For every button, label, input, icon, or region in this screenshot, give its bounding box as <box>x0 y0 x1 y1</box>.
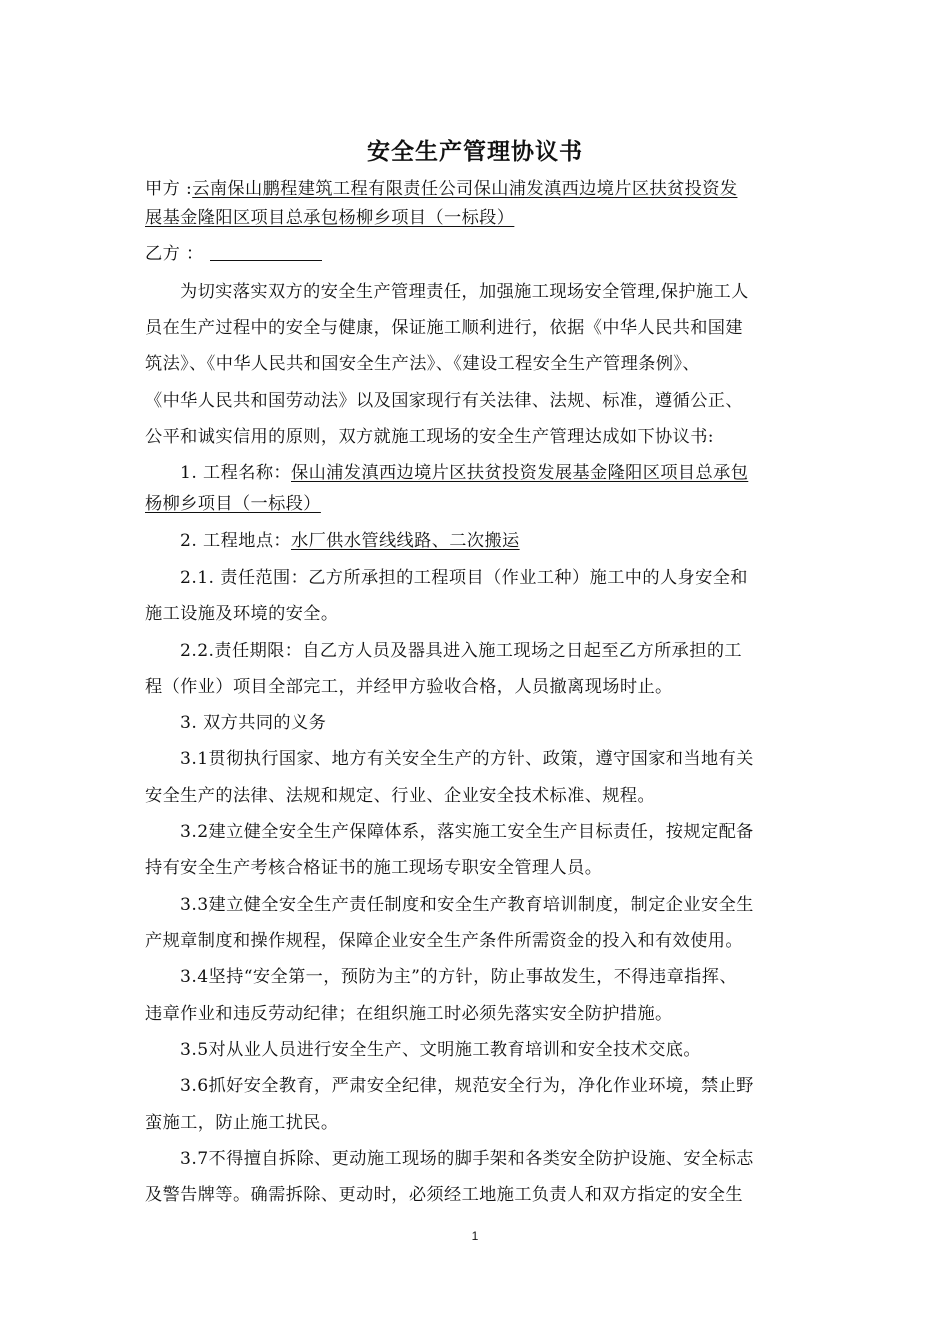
item1-label: 1. 工程名称： <box>180 463 291 483</box>
party-a-line1 <box>145 176 810 202</box>
p3-heading: 3. 双方共同的义务 <box>180 713 327 733</box>
intro-line: 筑法》、《中华人民共和国安全生产法》、《建设工程安全生产管理条例》、 <box>145 354 700 374</box>
item1-value: 保山浦发滇西边境片区扶贫投资发展基金隆阳区项目总承包 <box>291 463 749 483</box>
p31-line: 3.1贯彻执行国家、地方有关安全生产的方针、政策，遵守国家和当地有关 <box>180 749 754 769</box>
party-a-line2 <box>145 205 810 231</box>
p37-line: 及警告牌等。确需拆除、更动时，必须经工地施工负责人和双方指定的安全生 <box>145 1185 743 1205</box>
p22-line: 程（作业）项目全部完工，并经甲方验收合格，人员撤离现场时止。 <box>145 677 673 697</box>
p37-line: 3.7不得擅自拆除、更动施工现场的脚手架和各类安全防护设施、安全标志 <box>180 1149 754 1169</box>
item1-value-cont: 杨柳乡项目（一标段） <box>145 494 321 514</box>
p34-line: 3.4坚持“安全第一，预防为主”的方针，防止事故发生，不得违章指挥、 <box>180 967 737 987</box>
p32-line: 3.2建立健全安全生产保障体系，落实施工安全生产目标责任，按规定配备 <box>180 822 754 842</box>
item2-line <box>180 528 810 554</box>
party-b-line <box>145 241 810 267</box>
party-b-blank <box>210 242 322 261</box>
party-a-label: 甲方 : <box>145 179 193 199</box>
party-b-label: 乙方 ： <box>145 244 204 264</box>
p36-line: 蛮施工，防止施工扰民。 <box>145 1113 339 1133</box>
party-a-name-cont: 展基金隆阳区项目总承包杨柳乡项目（一标段） <box>145 208 515 228</box>
item1-line2 <box>145 491 810 517</box>
p22-line: 2.2.责任期限：自乙方人员及器具进入施工现场之日起至乙方所承担的工 <box>180 641 743 661</box>
page-number: 1 <box>471 1229 479 1243</box>
p33-line: 3.3建立健全安全生产责任制度和安全生产教育培训制度，制定企业安全生 <box>180 895 754 915</box>
p35-line: 3.5对从业人员进行安全生产、文明施工教育培训和安全技术交底。 <box>180 1040 701 1060</box>
intro-line: 《中华人民共和国劳动法》以及国家现行有关法律、法规、标准，遵循公正、 <box>145 391 743 411</box>
item2-label: 2. 工程地点： <box>180 531 291 551</box>
document-title: 安全生产管理协议书 <box>367 139 583 165</box>
item2-value: 水厂供水管线线路、二次搬运 <box>291 531 520 551</box>
p21-line: 2.1. 责任范围：乙方所承担的工程项目（作业工种）施工中的人身安全和 <box>180 568 748 588</box>
p34-line: 违章作业和违反劳动纪律；在组织施工时必须先落实安全防护措施。 <box>145 1004 673 1024</box>
p31-line: 安全生产的法律、法规和规定、行业、企业安全技术标准、规程。 <box>145 786 656 806</box>
item1-line1 <box>180 460 810 486</box>
party-a-name: 云南保山鹏程建筑工程有限责任公司保山浦发滇西边境片区扶贫投资发 <box>192 179 738 199</box>
p36-line: 3.6抓好安全教育，严肃安全纪律，规范安全行为，净化作业环境，禁止野 <box>180 1076 754 1096</box>
intro-line: 员在生产过程中的安全与健康，保证施工顺利进行，依据《中华人民共和国建 <box>145 318 743 338</box>
intro-line: 为切实落实双方的安全生产管理责任，加强施工现场安全管理,保护施工人 <box>180 282 749 302</box>
p33-line: 产规章制度和操作规程，保障企业安全生产条件所需资金的投入和有效使用。 <box>145 931 743 951</box>
intro-line: 公平和诚实信用的原则，双方就施工现场的安全生产管理达成如下协议书: <box>145 427 714 447</box>
p21-line: 施工设施及环境的安全。 <box>145 604 339 624</box>
p32-line: 持有安全生产考核合格证书的施工现场专职安全管理人员。 <box>145 858 603 878</box>
